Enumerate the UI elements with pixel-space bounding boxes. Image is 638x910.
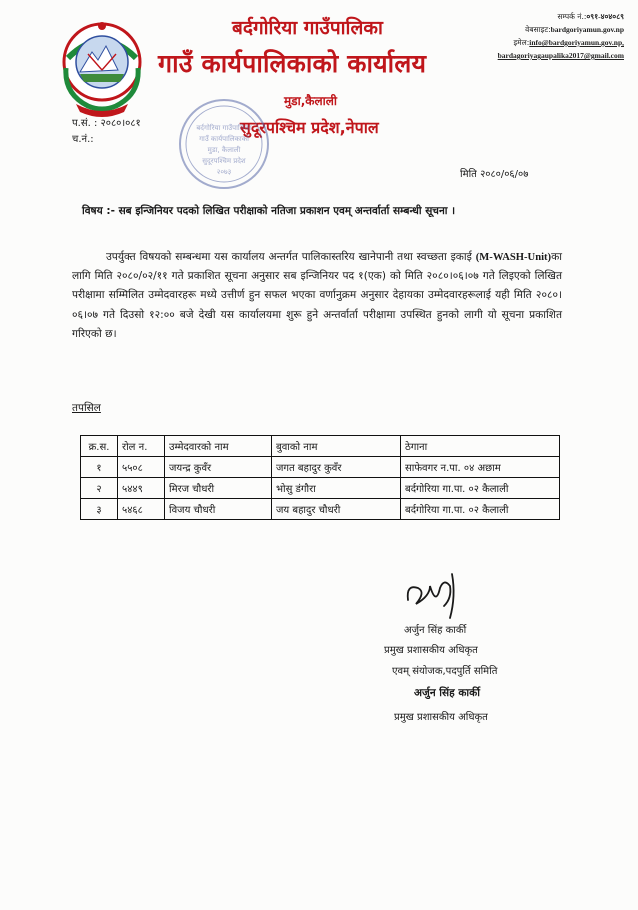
office-location: मुडा,कैलाली: [284, 94, 337, 108]
header-roll: रोल न.: [118, 436, 165, 457]
dispatch-number-label: च.नं.:: [72, 134, 94, 145]
signatory-title-1: प्रमुख प्रशासकीय अधिकृत: [384, 645, 478, 656]
handwritten-signature: [400, 566, 470, 622]
contact-block: [498, 12, 624, 60]
municipality-name: बर्दगोरिया गाउँपालिका: [232, 17, 383, 39]
cell-candidate-name: विजय चौधरी: [165, 499, 272, 520]
header-serial: क्र.स.: [81, 436, 118, 457]
signatory-name-2: अर्जुन सिंह कार्की: [414, 687, 480, 699]
signatory-title-2: प्रमुख प्रशासकीय अधिकृत: [394, 712, 488, 723]
letter-date: [460, 166, 528, 180]
cell-roll: ५४६८: [118, 499, 165, 520]
body-text-part-1: उपर्युक्त विषयको सम्बन्धमा यस कार्यालय अन्तर्गत पालिकास्तरिय खानेपानी तथा स्वच्छता इकाई: [106, 251, 472, 263]
cell-address: बर्दगोरिया गा.पा. ०२ कैलाली: [401, 478, 560, 499]
phone-number: ०९१-४०४०८९: [586, 12, 624, 21]
table-row: [81, 478, 560, 499]
body-text-part-2: का लागि मिति २०८०/०२/११ गते प्रकाशित सूचना अनुसार सब इन्जिनियर पद १(एक) को मिति २०८०।०६।०७ गते लिइएको लिखित परीक्षामा सम्मिलित उम्मेदवारहरू मध्ये उत्तीर्ण हुन सफल भएका वर्णानुक्रम अनुसार देहायका उम्मेदवारहरूलाई यही मिति २०८०।०६।०७ गते दिउसो १२:०० बजे देखी यस कार्यालयमा शुरू हुने अन्तर्वार्ता परीक्षामा उपस्थित हुनको लागी यो सूचना प्रकाशित गरिएको छ।: [72, 251, 562, 340]
results-table: [80, 435, 560, 520]
signatory-role: एवम् संयोजक,पदपुर्ति समिति: [392, 666, 498, 677]
stamp-line-1: बर्दगोरिया गाउँपालिका: [196, 124, 252, 132]
signatory-name-1: अर्जुन सिंह कार्की: [404, 625, 467, 636]
cell-address: बर्दगोरिया गा.पा. ०२ कैलाली: [401, 499, 560, 520]
phone-label: सम्पर्क नं.:: [557, 12, 587, 21]
tapasil-heading: तपसिल: [72, 402, 101, 414]
cell-address: साफेवगर न.पा. ०४ अछाम: [401, 457, 560, 478]
table-row: [81, 499, 560, 520]
header-father-name: बुवाको नाम: [272, 436, 401, 457]
cell-serial: २: [81, 478, 118, 499]
cell-father-name: भोसु डंगौरा: [272, 478, 401, 499]
table-header-row: [81, 436, 560, 457]
nepal-emblem-icon: [58, 14, 146, 118]
cell-candidate-name: मिरज चौधरी: [165, 478, 272, 499]
stamp-line-5: २०७३: [216, 168, 232, 176]
stamp-line-3: मुडा, कैलाली: [207, 146, 241, 154]
stamp-line-2: गाउँ कार्यपालिकाको: [199, 135, 249, 143]
stamp-line-4: सुदूरपश्चिम प्रदेश: [202, 157, 246, 165]
date-value: २०८०/०६/०७: [480, 169, 529, 180]
office-stamp: [176, 96, 272, 192]
letter-body: [72, 248, 562, 344]
province-name: सुदूरपश्चिम प्रदेश,नेपाल: [240, 118, 379, 137]
header-address: ठेगाना: [401, 436, 560, 457]
cell-roll: ५४४९: [118, 478, 165, 499]
cell-father-name: जगत बहादुर कुवँर: [272, 457, 401, 478]
website-label: वेबसाइट:: [525, 25, 551, 34]
office-name: गाउँ कार्यपालिकाको कार्यालय: [158, 49, 427, 78]
reference-number: [72, 115, 141, 129]
cell-candidate-name: जयन्द्र कुवँर: [165, 457, 272, 478]
body-text-bold: (M-WASH-Unit): [475, 252, 552, 263]
reference-label: प.सं. :: [72, 118, 98, 129]
cell-roll: ५५०८: [118, 457, 165, 478]
website-link[interactable]: bardgoriyamun.gov.np: [550, 25, 624, 34]
date-label: मिति: [460, 169, 477, 180]
cell-father-name: जय बहादुर चौधरी: [272, 499, 401, 520]
email-label: इमेल:: [513, 38, 530, 47]
table-row: [81, 457, 560, 478]
reference-value: २०८०।०८१: [100, 118, 141, 129]
email-link-primary[interactable]: info@bardgoriyamun.gov.np,: [529, 38, 624, 47]
cell-serial: १: [81, 457, 118, 478]
cell-serial: ३: [81, 499, 118, 520]
email-link-secondary[interactable]: bardagoriyagaupalika2017@gmail.com: [497, 51, 624, 60]
header-candidate-name: उम्मेदवारको नाम: [165, 436, 272, 457]
letter-subject: विषय :- सब इन्जिनियर पदको लिखित परीक्षाको नतिजा प्रकाशन एवम् अन्तर्वार्ता सम्बन्धी सूचना ।: [82, 205, 456, 217]
